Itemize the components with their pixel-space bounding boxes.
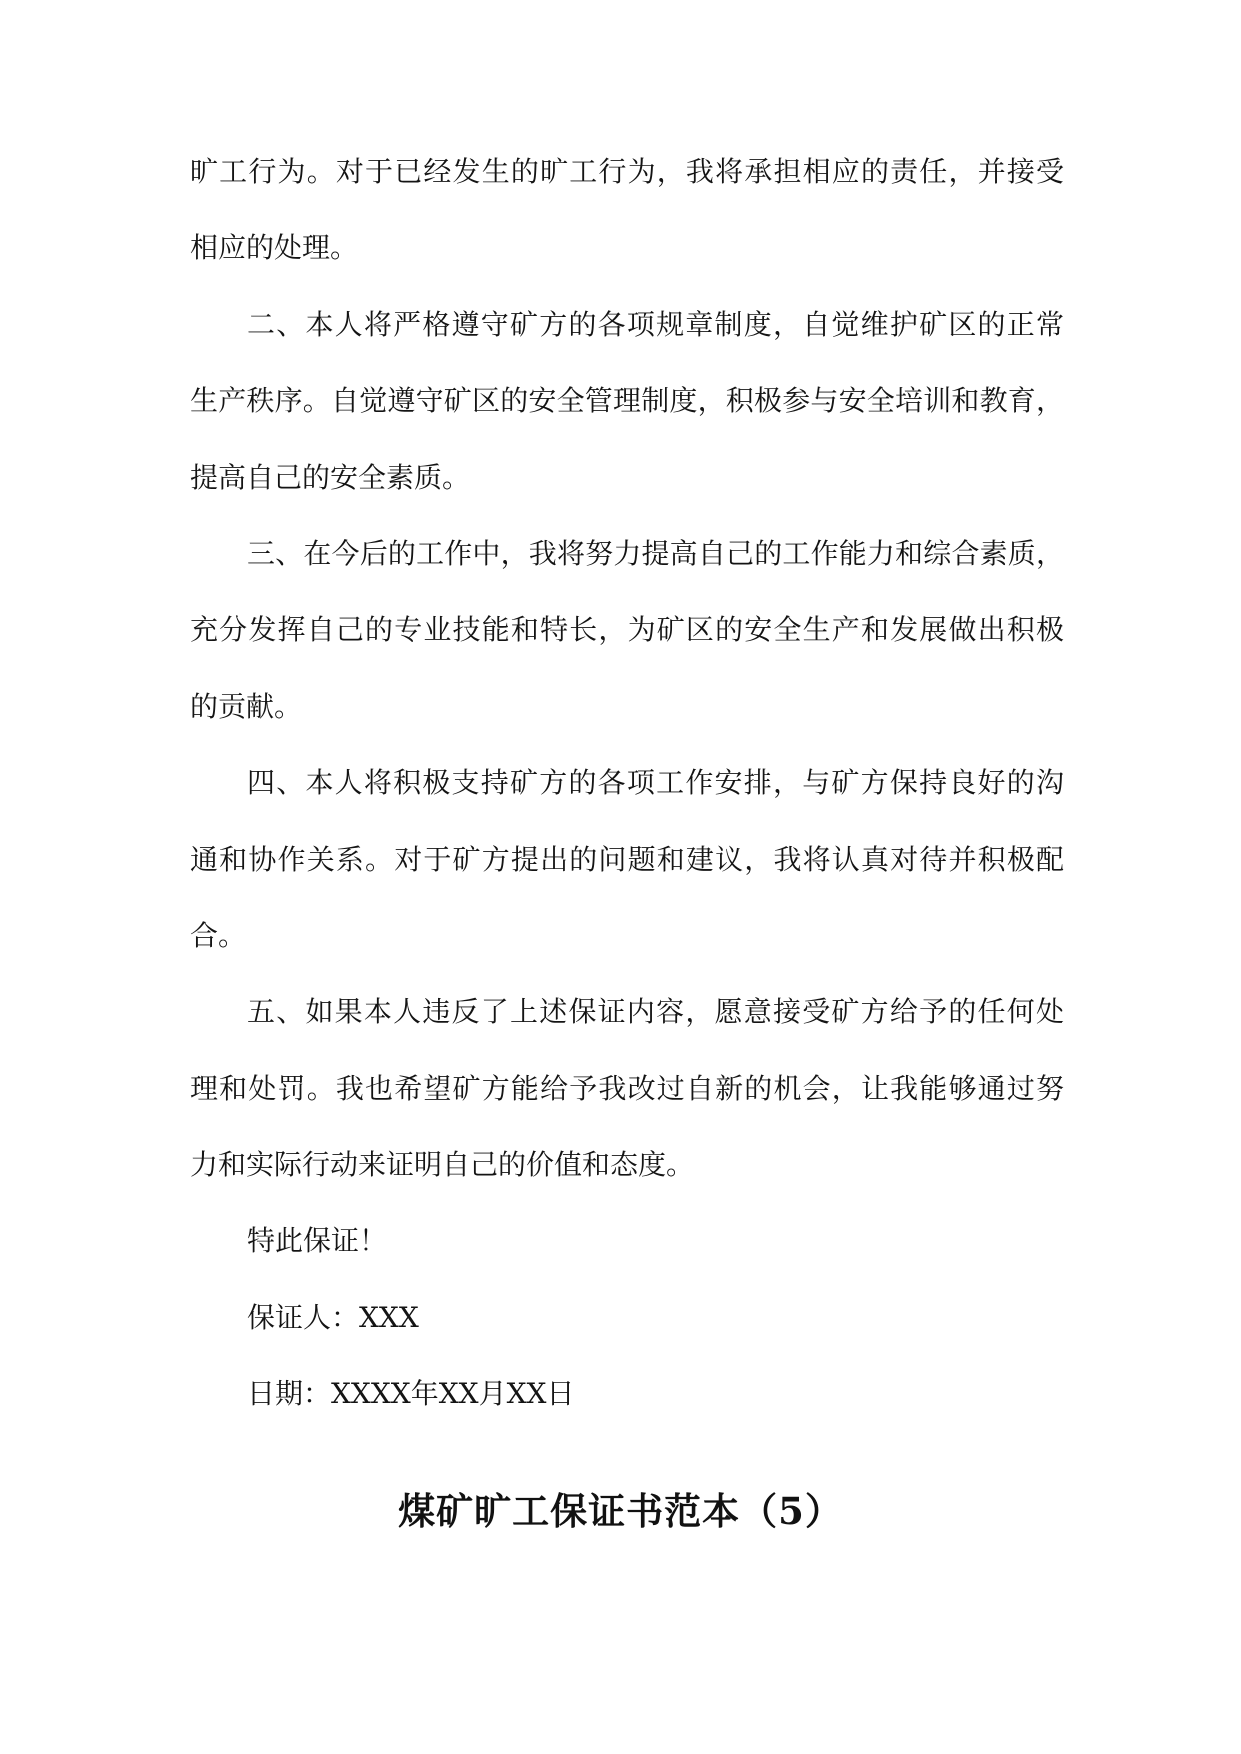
date-line: 日期：XXXX年XX月XX日 xyxy=(247,1377,575,1411)
paragraph-1 xyxy=(190,134,1064,287)
paragraph-line: 旷工行为。对于已经发生的旷工行为，我将承担相应的责任，并接受 xyxy=(190,155,1064,188)
paragraph-3 xyxy=(190,516,1064,745)
section-title: 煤矿旷工保证书范本（5） xyxy=(398,1489,843,1533)
paragraph-line: 合。 xyxy=(190,918,247,952)
paragraph-line: 四、本人将积极支持矿方的各项工作安排，与矿方保持良好的沟 xyxy=(247,766,1064,800)
document-body xyxy=(190,134,1064,1433)
paragraph-line: 理和处罚。我也希望矿方能给予我改过自新的机会，让我能够通过努 xyxy=(190,1071,1064,1105)
paragraph-2 xyxy=(190,287,1064,516)
paragraph-line: 五、如果本人违反了上述保证内容，愿意接受矿方给予的任何处 xyxy=(247,995,1064,1029)
paragraph-line: 通和协作关系。对于矿方提出的问题和建议，我将认真对待并积极配 xyxy=(190,842,1064,876)
paragraph-line: 力和实际行动来证明自己的价值和态度。 xyxy=(190,1148,695,1182)
paragraph-4 xyxy=(190,745,1064,974)
closing-statement: 特此保证！ xyxy=(247,1224,388,1258)
paragraph-line: 提高自己的安全素质。 xyxy=(190,460,471,494)
paragraph-line: 三、在今后的工作中，我将努力提高自己的工作能力和综合素质， xyxy=(247,536,1064,570)
paragraph-line: 充分发挥自己的专业技能和特长，为矿区的安全生产和发展做出积极 xyxy=(190,613,1064,647)
paragraph-line: 生产秩序。自觉遵守矿区的安全管理制度，积极参与安全培训和教育， xyxy=(190,384,1064,418)
paragraph-5 xyxy=(190,974,1064,1203)
paragraph-line: 二、本人将严格遵守矿方的各项规章制度，自觉维护矿区的正常 xyxy=(247,307,1064,341)
paragraph-line: 的贡献。 xyxy=(190,689,303,723)
guarantor-line: 保证人：XXX xyxy=(247,1300,419,1334)
paragraph-line: 相应的处理。 xyxy=(190,231,359,265)
